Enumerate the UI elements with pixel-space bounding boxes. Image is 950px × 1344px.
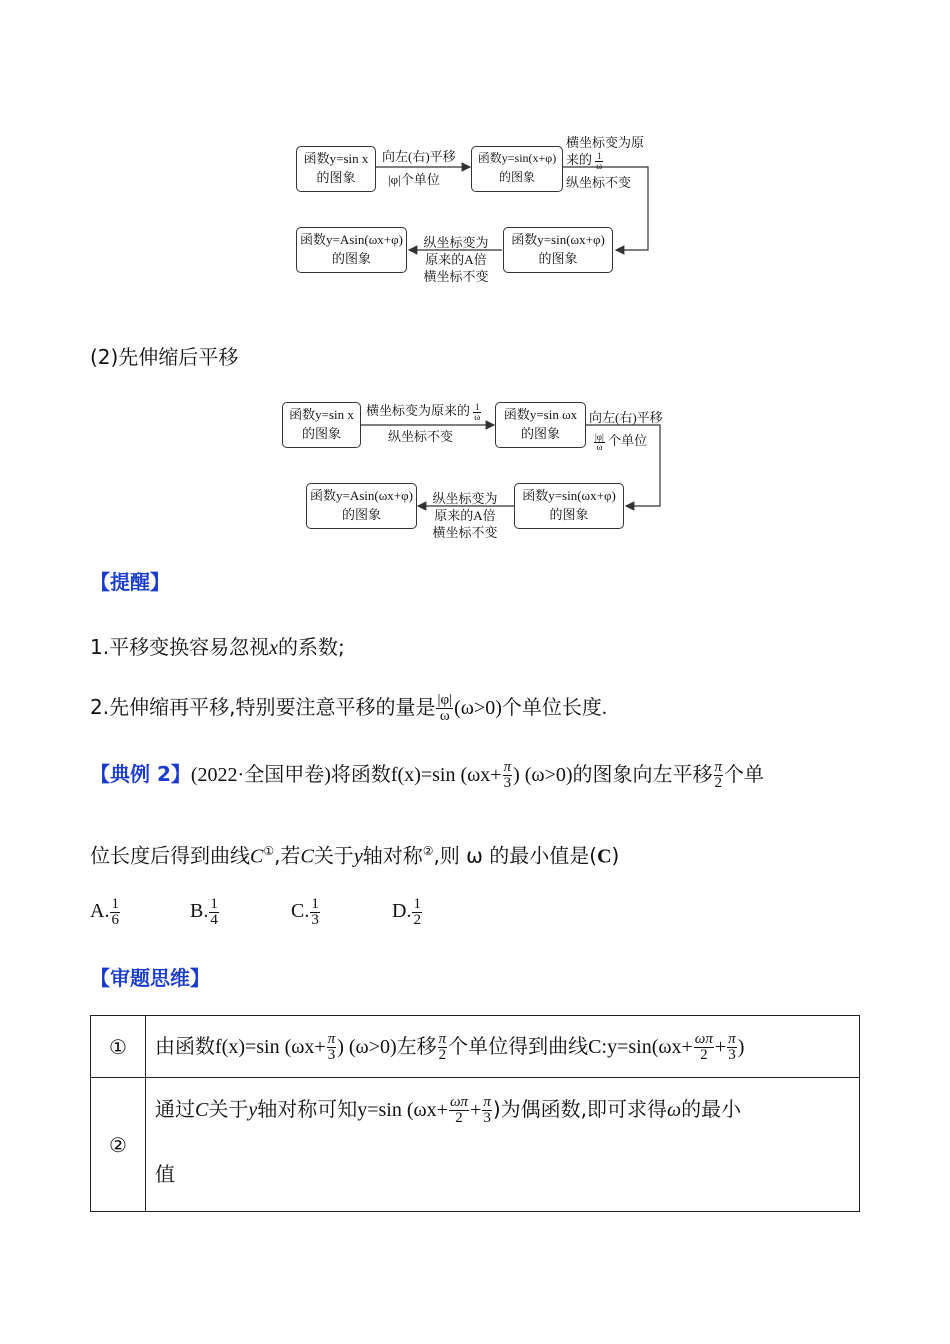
frac-num: 1 [210,896,218,912]
example-line-1 [90,760,764,791]
box-line: 函数y=sin(ωx+φ) [522,488,616,503]
option-label: B. [190,900,209,923]
frac-den: 3 [728,1047,736,1063]
diagram1-arrow2-bottom: 纵坐标不变 [566,175,632,190]
diagram1-box-sin-wx-phi [503,227,613,273]
option-label: C. [291,900,310,923]
frac-num: 1 [596,150,602,161]
frac-num: |φ| [437,692,453,708]
option-c[interactable] [291,897,321,928]
frac-den: ω [439,708,450,724]
frac-den: 2 [714,775,723,791]
table-row [91,1078,860,1212]
example-line2d: 轴对称 [362,843,423,868]
diagram2-arrow1-bottom: 纵坐标不变 [388,429,454,444]
example-line2f: ) [611,843,620,868]
example-var-y: y [353,845,363,868]
diagram2-arrow2-top: 向左(右)平移 [589,410,663,425]
option-b[interactable] [190,897,220,928]
box-line: 函数y=sin(ωx+φ) [511,232,605,247]
frac-den: 3 [311,912,319,928]
arrow3-line: 横坐标不变 [432,525,498,540]
diagram2-arrow1-top [366,402,481,422]
fraction-pi-over-2 [714,760,724,791]
annotation-mark-1: ① [263,844,275,858]
arrow3-line: 横坐标不变 [423,269,489,284]
fraction-one-over-omega [473,403,481,422]
option-a[interactable] [90,897,121,928]
diagram2-arrow3-labels [425,490,505,541]
row-mark: ② [91,1078,146,1212]
row2-text-h: 的最小 [681,1097,742,1121]
frac-num: 1 [311,896,319,912]
diagram2-box-sin-wx [495,402,586,448]
diagram1-box-sin-x [296,146,376,192]
row2-text-b: 关于 [208,1097,249,1121]
box-line: 函数y=sin x [303,151,369,166]
row2-var-y: y [248,1099,258,1121]
row1-text-g: ) [737,1036,745,1058]
box-line: 函数y=sin x [289,407,354,422]
arrow1-top-text: 横坐标变为原来的 [366,403,471,418]
box-line: 函数y=sin ωx [503,407,578,422]
reminder-item1-end: 的系数; [277,635,345,659]
frac-den: 2 [438,1047,447,1063]
frac-den: ω [596,441,603,452]
box-line: 的图象 [538,251,578,266]
frac-num: ωπ [449,1094,469,1110]
reminder-item1-text: 1.平移变换容易忽视 [90,635,270,659]
fraction-one-over-omega [595,152,603,171]
frac-num: π [438,1031,447,1047]
frac-den: 3 [327,1047,336,1063]
example-line2e: ,则 ω 的最小值是( [433,843,598,868]
frac-den: 2 [455,1110,463,1126]
frac-den: 2 [700,1047,708,1063]
row1-text-c: ) (ω>0)左移 [337,1036,437,1058]
frac-num: 1 [413,896,421,912]
diagram2-box-sin-wx-phi [514,483,624,529]
row2-var-omega: ω [667,1099,682,1121]
example-answer: C [597,845,612,868]
example-curve-c: C [250,845,264,868]
table-row [91,1016,860,1078]
frac-den: 6 [111,912,119,928]
option-fraction [110,897,120,928]
example-line2b: ,若 [274,843,301,868]
arrow2-bottom-text: 个单位 [608,433,648,448]
box-line: 的图象 [331,251,371,266]
row2-text-d: 轴对称可知 [257,1097,358,1121]
frac-den: 3 [483,1110,491,1126]
arrow3-line: 纵坐标变为 [423,235,489,250]
diagram1-box-sin-x-phi [471,146,563,192]
fraction-phi-over-omega [436,693,453,724]
thinking-title: 【审题思维】 [90,966,210,990]
row1-text-a: 由函数 [155,1034,215,1058]
box-line: 函数y=Asin(ωx+φ) [300,232,403,247]
frac-num: 1 [474,401,480,412]
row1-text-e: C:y=sin(ωx+ [588,1036,693,1058]
example-label: 【典例 2】 [90,762,191,786]
box-line: 的图象 [341,507,381,522]
example-text2: ) (ω>0)的图象向左平移 [513,764,713,786]
frac-den: 4 [210,912,218,928]
option-label: D. [392,900,412,923]
box-line: 的图象 [520,426,560,441]
frac-num: π [327,1031,336,1047]
frac-num: π [503,759,512,775]
diagram1-arrow1-top: 向左(右)平移 [382,149,456,164]
row2-text-g: )为偶函数,即可求得 [492,1097,668,1121]
example-line2c: 关于 [313,843,354,868]
reminder-title: 【提醒】 [90,570,170,594]
reminder-item2-text: 2.先伸缩再平移,特别要注意平移的量是 [90,695,436,719]
row2-line-2: 值 [155,1162,175,1186]
frac-den: 2 [413,912,421,928]
frac-den: ω [474,411,481,422]
fraction-phi-over-omega [594,433,605,452]
diagram2-box-sin-x [282,402,361,448]
row-content [146,1016,860,1078]
example-text3: 个单 [724,762,765,786]
box-line: 函数y=sin(x+φ) [477,151,557,165]
annotation-mark-2: ② [422,844,434,858]
diagram1-arrow2-top: 横坐标变为原 [566,135,645,150]
fraction [694,1032,714,1063]
option-fraction [209,897,219,928]
diagram1-arrow1-bottom: |φ|个单位 [388,172,440,187]
frac-num: 1 [111,896,119,912]
frac-den: ω [596,160,603,171]
diagram1-arrow2-mid [566,151,603,171]
fraction [482,1095,492,1126]
option-fraction [310,897,320,928]
reminder-item1-var: x [269,637,278,659]
fraction [438,1032,448,1063]
option-d[interactable] [392,897,423,928]
fraction [327,1032,337,1063]
diagram1-arrow3-labels [416,234,496,285]
box-line: 的图象 [549,507,589,522]
arrow3-line: 原来的A倍 [425,252,487,267]
frac-num: π [714,759,723,775]
box-line: 函数y=Asin(ωx+φ) [310,488,413,503]
frac-num: π [728,1031,736,1047]
example-source: (2022·全国甲卷) [190,764,331,786]
diagram2-box-a-sin [306,483,417,529]
example-curve-c-2: C [300,845,314,868]
option-label: A. [90,900,110,923]
frac-num: |φ| [595,431,604,442]
reminder-item-2 [90,693,607,724]
fraction [727,1032,737,1063]
row-mark: ① [91,1016,146,1078]
example-fx: f(x)=sin (ωx+ [390,764,502,786]
section2-title: (2)先伸缩后平移 [90,345,239,369]
fraction-pi-over-3 [503,760,513,791]
thinking-table [90,1015,860,1212]
arrow3-line: 原来的A倍 [434,508,496,523]
example-text1: 将函数 [330,762,391,786]
row2-line-1 [155,1095,858,1126]
row1-text-d: 个单位得到曲线 [448,1034,589,1058]
row2-text-f: + [470,1099,482,1121]
box-line: 的图象 [498,170,535,184]
row1-text-b: f(x)=sin (ωx+ [215,1036,326,1058]
diagram2-arrow2-bottom [594,432,647,452]
fraction [449,1095,469,1126]
row-content [146,1078,860,1212]
reminder-item-1 [90,633,345,662]
reminder-item2-end: (ω>0)个单位长度. [454,697,607,719]
arrow2-mid-text: 来的 [566,152,593,167]
row1-text-f: + [714,1036,727,1058]
option-fraction [412,897,422,928]
frac-num: ωπ [694,1031,713,1047]
box-line: 的图象 [301,426,341,441]
row2-text-e: y=sin (ωx+ [357,1099,448,1121]
row2-text-a: 通过 [155,1097,195,1121]
frac-den: 3 [503,775,512,791]
row2-var-c: C [195,1099,209,1121]
arrow3-line: 纵坐标变为 [432,491,498,506]
diagram1-box-a-sin [296,227,407,273]
frac-num: π [483,1094,491,1110]
example-line2a: 位长度后得到曲线 [90,843,250,868]
example-line-2 [90,837,619,871]
box-line: 的图象 [316,170,356,185]
